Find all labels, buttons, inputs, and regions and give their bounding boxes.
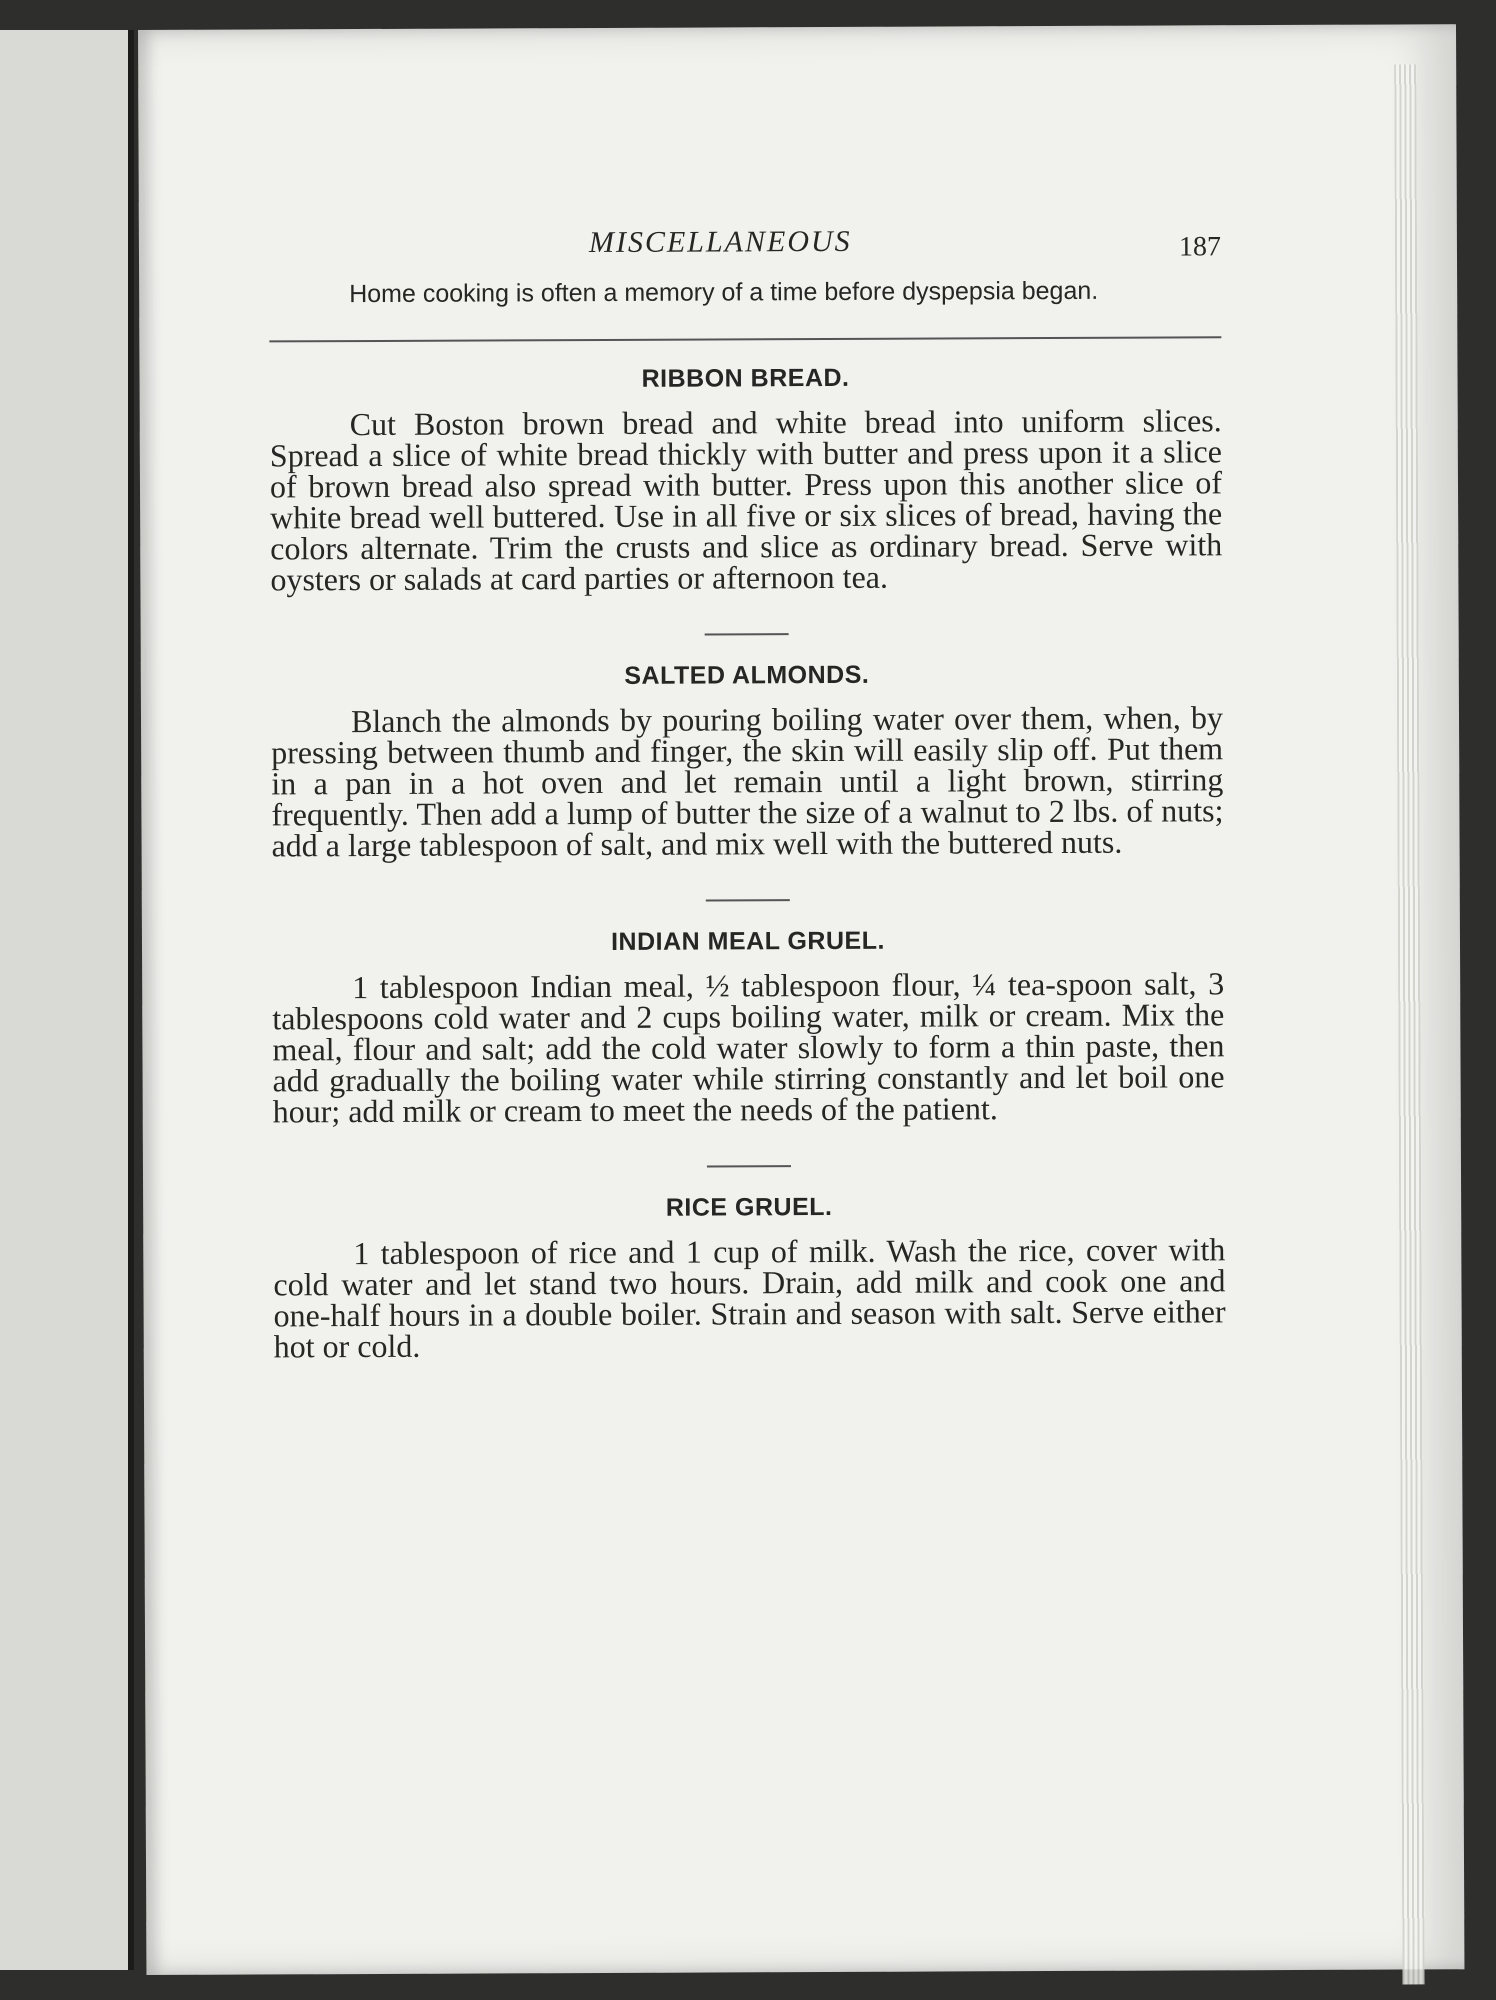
page-stack-edge (1394, 64, 1424, 1984)
recipe-divider (706, 899, 790, 901)
recipe-body: Blanch the almonds by pouring boiling water over them, when, by pressing between thumb and finger, the skin will easily slip off. Put them in a pan in a hot oven and let remain until a light brown, stirring frequently. Then add a lump of butter the size of a walnut to 2 lbs. of nuts; add a large tablespoon of salt, and mix well with the buttered nuts. (271, 699, 1224, 864)
recipe-body: 1 tablespoon Indian meal, ½ tablespoon flour, ¼ tea-spoon salt, 3 tablespoons cold water and 2 cups boiling water, milk or cream. Mix the meal, flour and salt; add the cold water slowly to form a thin paste, then add gradually the boiling water while stirring constantly and let boil one hour; add milk or cream to meet the needs of the patient. (272, 965, 1225, 1130)
recipe-title: RIBBON BREAD. (641, 363, 850, 393)
recipe-ribbon-bread (269, 362, 1223, 598)
recipe-indian-meal-gruel (272, 925, 1225, 1130)
recipe-divider (707, 1165, 791, 1167)
running-head-title: MISCELLANEOUS (588, 224, 852, 260)
running-head (269, 195, 1222, 263)
page-number: 187 (1178, 231, 1222, 263)
recipe-body: Cut Boston brown bread and white bread into uniform slices. Spread a slice of white bread thickly with butter and press upon it a slice of brown bread also spread with butter. Press upon this another slice of white bread well buttered. Use in all five or six slices of bread, having the colors alternate. Trim the crusts and slice as ordinary bread. Serve with oysters or salads at card parties or afternoon tea. (269, 402, 1223, 598)
recipe-title: SALTED ALMONDS. (624, 660, 870, 690)
recipe-divider (705, 633, 789, 635)
book-page (138, 24, 1464, 1975)
facing-page-edge (0, 30, 134, 1970)
recipe-title: RICE GRUEL. (665, 1192, 833, 1222)
page-content (269, 195, 1226, 1365)
recipe-rice-gruel (273, 1191, 1226, 1365)
epigraph: Home cooking is often a memory of a time before dyspepsia began. (349, 276, 1099, 309)
recipe-body: 1 tablespoon of rice and 1 cup of milk. Wash the rice, cover with cold water and let stand two hours. Drain, add milk and cook one and one-half hours in a double boiler. Strain and season with salt. Serve either hot or cold. (273, 1231, 1226, 1365)
recipe-title: INDIAN MEAL GRUEL. (611, 926, 885, 956)
recipe-salted-almonds (271, 659, 1224, 864)
section-rule (269, 336, 1221, 342)
